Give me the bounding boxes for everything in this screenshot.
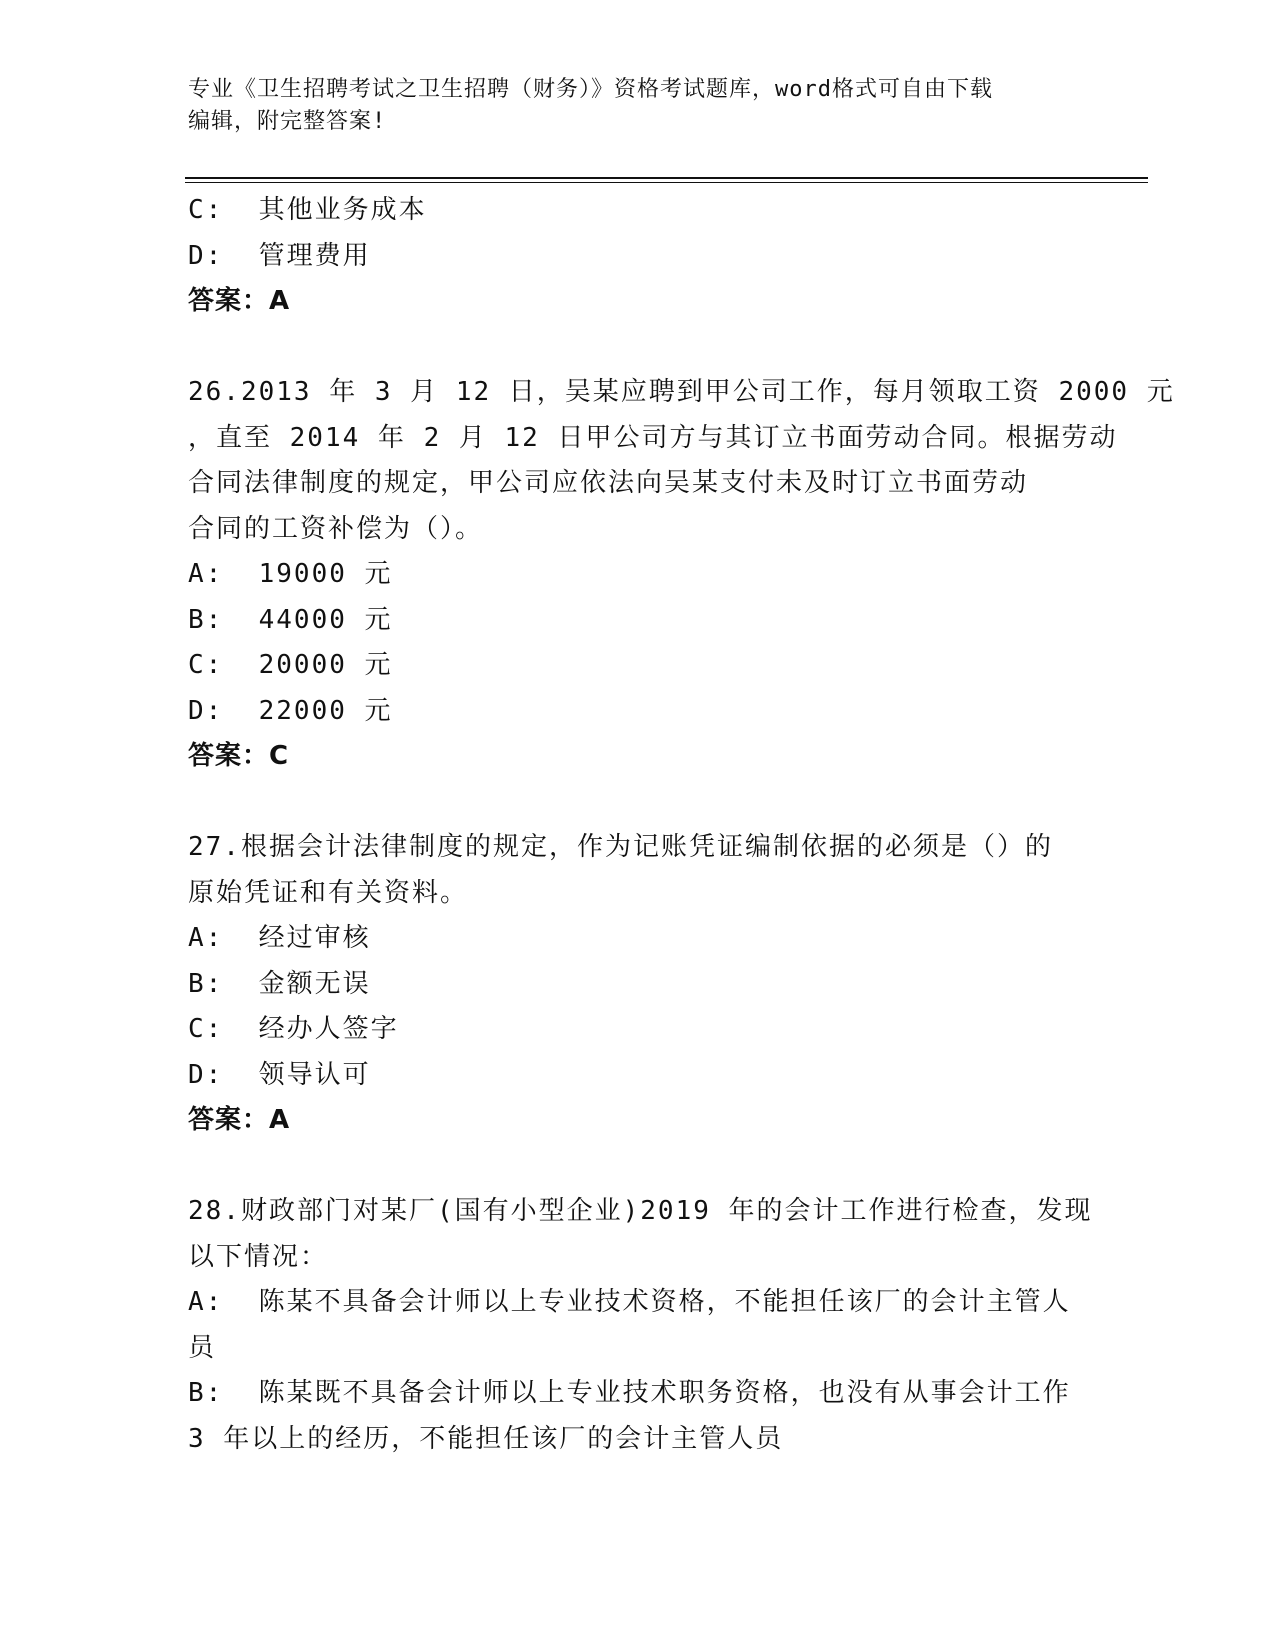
answer-label: 答案：A [188, 286, 291, 316]
option-a: A: 陈某不具备会计师以上专业技术资格，不能担任该厂的会计主管人 [188, 1287, 1071, 1317]
option-d: D: 22000 元 [188, 695, 393, 726]
option-a-continued: 员 [188, 1332, 217, 1363]
question-28 [188, 1189, 1093, 1462]
question-stem-line: 合同法律制度的规定，甲公司应依法向吴某支付未及时订立书面劳动 [188, 468, 1029, 498]
header-line-1: 专业《卫生招聘考试之卫生招聘（财务）》资格考试题库，word格式可自由下载 [188, 77, 993, 102]
question-26 [188, 370, 1175, 780]
question-stem-line: 27.根据会计法律制度的规定，作为记账凭证编制依据的必须是（）的 [188, 832, 1053, 862]
spacer [188, 1144, 1088, 1190]
question-stem-line: 以下情况： [188, 1241, 329, 1272]
spacer [188, 325, 1088, 371]
header-divider-thick [185, 177, 1148, 179]
option-b: B: 金额无误 [188, 968, 371, 999]
option-a: A: 19000 元 [188, 559, 393, 589]
question-27 [188, 825, 1088, 1144]
option-d: D: 管理费用 [188, 240, 371, 271]
spacer [188, 780, 1088, 826]
option-a: A: 经过审核 [188, 923, 371, 953]
document-header [188, 74, 1088, 138]
option-d: D: 领导认可 [188, 1059, 371, 1090]
answer-label: 答案：A [188, 1105, 291, 1135]
option-b: B: 44000 元 [188, 604, 393, 635]
question-25-tail [188, 188, 1088, 325]
option-b-continued: 3 年以上的经历，不能担任该厂的会计主管人员 [188, 1423, 784, 1454]
answer-label: 答案：C [188, 741, 290, 771]
question-stem-line: 26.2013 年 3 月 12 日，吴某应聘到甲公司工作，每月领取工资 2000 元 [188, 377, 1175, 407]
question-stem-line: ，直至 2014 年 2 月 12 日甲公司方与其订立书面劳动合同。根据劳动 [188, 422, 1118, 453]
document-body [188, 188, 1175, 1462]
option-b: B: 陈某既不具备会计师以上专业技术职务资格，也没有从事会计工作 [188, 1378, 1071, 1408]
option-c: C: 其他业务成本 [188, 195, 427, 225]
header-line-2: 编辑，附完整答案! [188, 109, 387, 134]
header-divider-thin [185, 182, 1148, 183]
option-c: C: 20000 元 [188, 650, 393, 680]
question-stem-line: 合同的工资补偿为（）。 [188, 513, 484, 544]
question-stem-line: 28.财政部门对某厂(国有小型企业)2019 年的会计工作进行检查，发现 [188, 1196, 1093, 1226]
option-c: C: 经办人签字 [188, 1014, 399, 1044]
question-stem-line: 原始凭证和有关资料。 [188, 877, 469, 908]
